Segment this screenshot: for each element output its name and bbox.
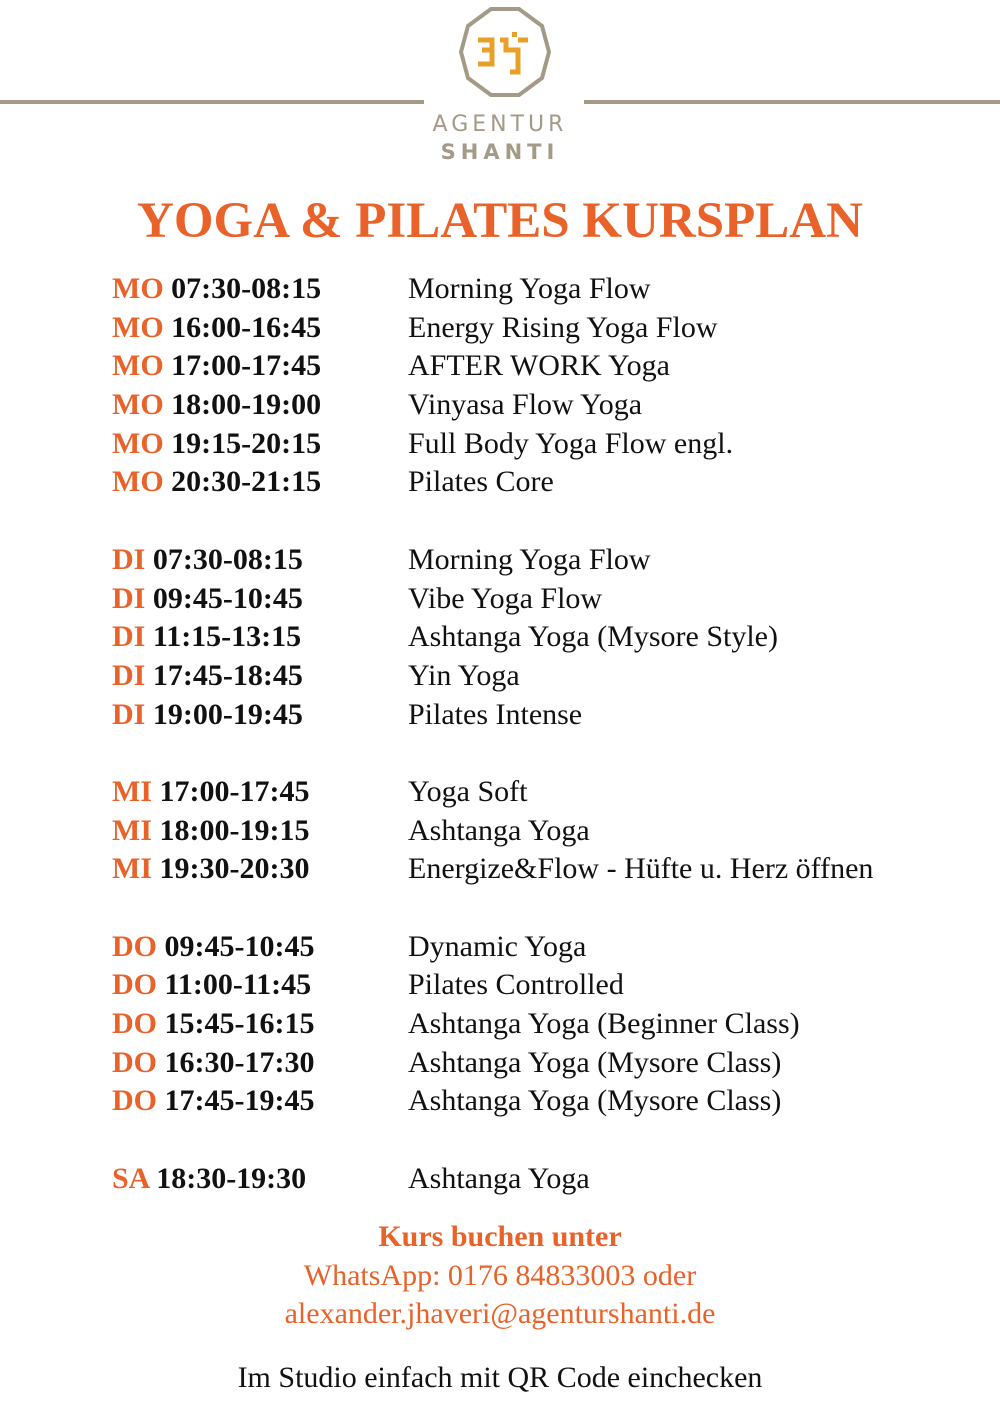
day-label: SA bbox=[112, 1161, 149, 1195]
schedule-row bbox=[112, 580, 873, 619]
class-name: Dynamic Yoga bbox=[408, 929, 587, 963]
header-rule-left bbox=[0, 100, 424, 104]
day-label: DO bbox=[112, 1007, 157, 1041]
time-slot bbox=[112, 309, 408, 348]
class-name: Ashtanga Yoga (Beginner Class) bbox=[408, 1007, 800, 1041]
time-slot bbox=[112, 1005, 408, 1044]
time-range: 07:30-08:15 bbox=[171, 272, 322, 305]
day-label: MI bbox=[112, 813, 152, 847]
class-name: Energize&Flow - Hüfte u. Herz öffnen bbox=[408, 852, 874, 886]
class-name: Pilates Core bbox=[408, 465, 554, 499]
class-name: Morning Yoga Flow bbox=[408, 542, 651, 576]
class-name: Vinyasa Flow Yoga bbox=[408, 388, 643, 422]
schedule-row bbox=[112, 270, 873, 309]
schedule-row bbox=[112, 928, 873, 967]
time-range: 16:00-16:45 bbox=[171, 310, 322, 344]
day-label: DI bbox=[112, 697, 146, 731]
schedule-row bbox=[112, 1160, 873, 1199]
booking-heading: Kurs buchen unter bbox=[378, 1220, 622, 1253]
class-name: Morning Yoga Flow bbox=[408, 272, 651, 305]
time-range: 17:45-19:45 bbox=[164, 1084, 315, 1118]
time-range: 18:30-19:30 bbox=[156, 1161, 307, 1195]
schedule-row bbox=[112, 425, 873, 464]
schedule-row bbox=[112, 657, 873, 696]
time-slot bbox=[112, 580, 408, 619]
schedule-row bbox=[112, 463, 873, 502]
time-range: 09:45-10:45 bbox=[152, 581, 303, 615]
day-label: MO bbox=[112, 310, 164, 344]
class-name: Ashtanga Yoga (Mysore Style) bbox=[408, 620, 778, 654]
time-range: 11:00-11:45 bbox=[164, 968, 312, 1002]
time-slot bbox=[112, 657, 408, 696]
time-slot bbox=[112, 1044, 408, 1083]
time-slot bbox=[112, 270, 408, 309]
time-slot bbox=[112, 1082, 408, 1121]
class-name: Yin Yoga bbox=[408, 658, 520, 692]
time-slot bbox=[112, 618, 408, 657]
class-name: Ashtanga Yoga bbox=[408, 813, 590, 847]
time-slot bbox=[112, 541, 408, 580]
day-label: DI bbox=[112, 620, 146, 654]
time-range: 16:30-17:30 bbox=[164, 1045, 315, 1079]
class-name: Vibe Yoga Flow bbox=[408, 581, 603, 615]
day-label: MO bbox=[112, 272, 164, 305]
schedule-row bbox=[112, 541, 873, 580]
time-range: 18:00-19:00 bbox=[171, 388, 322, 422]
time-range: 11:15-13:15 bbox=[152, 620, 302, 654]
day-label: DO bbox=[112, 1084, 157, 1118]
time-slot bbox=[112, 966, 408, 1005]
class-name: Energy Rising Yoga Flow bbox=[408, 310, 718, 344]
time-slot bbox=[112, 696, 408, 735]
time-range: 19:30-20:30 bbox=[159, 852, 310, 886]
brand-line2: SHANTI bbox=[440, 140, 560, 164]
schedule-row bbox=[112, 618, 873, 657]
schedule-row bbox=[112, 386, 873, 425]
booking-whatsapp: WhatsApp: 0176 84833003 oder bbox=[303, 1259, 697, 1292]
time-slot bbox=[112, 773, 408, 812]
brand-line1: AGENTUR bbox=[432, 112, 568, 137]
time-slot bbox=[112, 347, 408, 386]
day-label: DO bbox=[112, 968, 157, 1002]
day-label: DI bbox=[112, 542, 146, 576]
checkin-note: Im Studio einfach mit QR Code einchecken bbox=[237, 1361, 763, 1394]
class-name: Pilates Intense bbox=[408, 697, 583, 731]
schedule-row bbox=[112, 966, 873, 1005]
day-label: DO bbox=[112, 929, 157, 963]
class-name: Ashtanga Yoga (Mysore Class) bbox=[408, 1084, 782, 1118]
class-name: Ashtanga Yoga bbox=[408, 1161, 590, 1195]
class-name: Yoga Soft bbox=[408, 774, 528, 808]
time-range: 18:00-19:15 bbox=[159, 813, 310, 847]
page-title: YOGA & PILATES KURSPLAN bbox=[137, 193, 863, 249]
schedule-row bbox=[112, 1082, 873, 1121]
day-label: DI bbox=[112, 658, 146, 692]
class-name: Full Body Yoga Flow engl. bbox=[408, 426, 734, 460]
schedule-row bbox=[112, 850, 873, 889]
time-range: 20:30-21:15 bbox=[171, 465, 322, 499]
agentur-shanti-logo-icon bbox=[458, 6, 552, 98]
time-range: 15:45-16:15 bbox=[164, 1007, 315, 1041]
schedule-row bbox=[112, 309, 873, 348]
class-name: Ashtanga Yoga (Mysore Class) bbox=[408, 1045, 782, 1079]
time-slot bbox=[112, 850, 408, 889]
time-slot bbox=[112, 463, 408, 502]
schedule-row bbox=[112, 812, 873, 851]
schedule-row bbox=[112, 696, 873, 735]
schedule-row bbox=[112, 1044, 873, 1083]
day-group bbox=[112, 541, 873, 734]
day-label: MO bbox=[112, 426, 164, 460]
schedule-row bbox=[112, 347, 873, 386]
time-slot bbox=[112, 386, 408, 425]
time-range: 09:45-10:45 bbox=[164, 929, 315, 963]
day-label: MI bbox=[112, 852, 152, 886]
schedule-row bbox=[112, 1005, 873, 1044]
time-range: 17:45-18:45 bbox=[152, 658, 303, 692]
time-slot bbox=[112, 928, 408, 967]
time-range: 19:00-19:45 bbox=[152, 697, 303, 731]
class-name: Pilates Controlled bbox=[408, 968, 624, 1002]
header-rule-right bbox=[584, 100, 1000, 104]
time-range: 17:00-17:45 bbox=[159, 774, 310, 808]
class-name: AFTER WORK Yoga bbox=[408, 349, 670, 383]
schedule-row bbox=[112, 773, 873, 812]
day-label: MI bbox=[112, 774, 152, 808]
day-label: MO bbox=[112, 349, 164, 383]
time-range: 17:00-17:45 bbox=[171, 349, 322, 383]
day-group bbox=[112, 928, 873, 1121]
day-group bbox=[112, 1160, 873, 1199]
schedule bbox=[112, 270, 873, 1237]
day-group bbox=[112, 270, 873, 502]
time-slot bbox=[112, 425, 408, 464]
time-slot bbox=[112, 812, 408, 851]
day-label: DO bbox=[112, 1045, 157, 1079]
day-label: MO bbox=[112, 465, 164, 499]
day-label: DI bbox=[112, 581, 146, 615]
time-slot bbox=[112, 1160, 408, 1199]
time-range: 07:30-08:15 bbox=[152, 542, 303, 576]
day-group bbox=[112, 773, 873, 889]
time-range: 19:15-20:15 bbox=[171, 426, 322, 460]
day-label: MO bbox=[112, 388, 164, 422]
booking-email[interactable]: alexander.jhaveri@agenturshanti.de bbox=[284, 1297, 716, 1330]
